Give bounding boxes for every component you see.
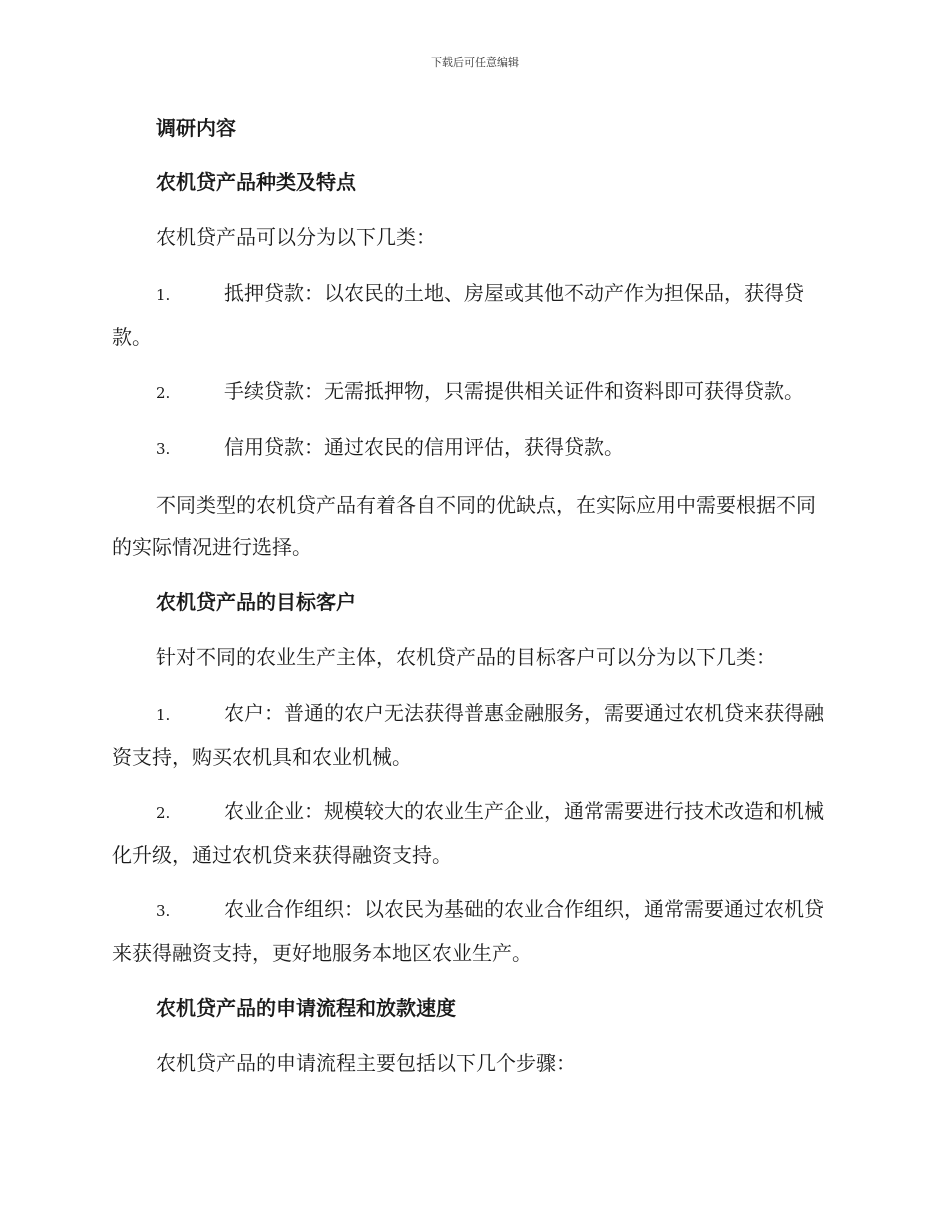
section-conclusion-types: 不同类型的农机贷产品有着各自不同的优缺点，在实际应用中需要根据不同的实际情况进行选择。 <box>112 493 816 559</box>
list-item-text: 农业合作组织：以农民为基础的农业合作组织，通常需要通过农机贷来获得融资支持，更好地服务本地区农业生产。 <box>112 897 824 965</box>
section-intro-process: 农机贷产品的申请流程主要包括以下几个步骤： <box>156 1051 576 1075</box>
list-item-text: 信用贷款：通过农民的信用评估，获得贷款。 <box>224 435 624 459</box>
section-heading-customers: 农机贷产品的目标客户 <box>156 590 356 614</box>
list-item <box>112 888 834 974</box>
list-item <box>112 426 834 470</box>
document-body <box>112 108 834 1084</box>
section-intro-types: 农机贷产品可以分为以下几类： <box>156 225 436 249</box>
list-item-number: 2. <box>156 804 171 822</box>
list-item <box>112 790 834 876</box>
section-heading-process: 农机贷产品的申请流程和放款速度 <box>156 996 456 1020</box>
list-item-number: 1. <box>156 706 171 724</box>
document-title: 调研内容 <box>156 116 236 140</box>
list-item <box>112 692 834 778</box>
list-item-text: 抵押贷款：以农民的土地、房屋或其他不动产作为担保品，获得贷款。 <box>112 281 804 349</box>
list-item <box>112 370 834 414</box>
list-item-text: 手续贷款：无需抵押物，只需提供相关证件和资料即可获得贷款。 <box>224 379 804 403</box>
list-item-text: 农业企业：规模较大的农业生产企业，通常需要进行技术改造和机械化升级，通过农机贷来获得融资支持。 <box>112 799 824 867</box>
list-item-number: 3. <box>156 440 171 458</box>
list-item-number: 3. <box>156 902 171 920</box>
list-item-number: 1. <box>156 286 171 304</box>
list-item-text: 农户：普通的农户无法获得普惠金融服务，需要通过农机贷来获得融资支持，购买农机具和农业机械。 <box>112 701 824 769</box>
section-intro-customers: 针对不同的农业生产主体，农机贷产品的目标客户可以分为以下几类： <box>156 645 776 669</box>
list-item-number: 2. <box>156 384 171 402</box>
list-item <box>112 272 834 358</box>
page-header-note: 下载后可任意编辑 <box>431 56 519 69</box>
section-heading-types: 农机贷产品种类及特点 <box>156 170 356 194</box>
